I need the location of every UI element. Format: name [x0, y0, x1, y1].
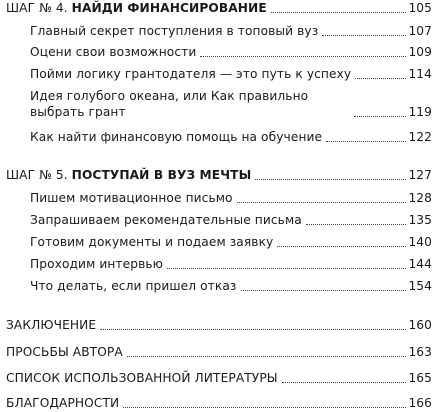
dot-leader — [241, 290, 407, 291]
toc-item-label: Главный секрет поступления в топовый вуз — [30, 24, 319, 38]
toc-item-label: Пойми логику грантодателя — это путь к успеху — [30, 67, 352, 81]
toc-item-label: Идея голубого океана, или Как правильно выбрать грант — [30, 89, 309, 119]
dot-leader — [306, 224, 407, 225]
page-number: 160 — [408, 318, 432, 332]
toc-item[interactable] — [30, 256, 432, 272]
toc-item[interactable] — [30, 278, 432, 294]
page-number: 140 — [408, 235, 432, 249]
section-title: СПИСОК ИСПОЛЬЗОВАННОЙ ЛИТЕРАТУРЫ — [6, 371, 278, 385]
chapter-title — [6, 0, 267, 16]
page-number: 154 — [408, 279, 432, 293]
toc-section-conclusion[interactable] — [6, 317, 432, 333]
section-title: ЗАКЛЮЧЕНИЕ — [6, 318, 97, 332]
chapter-name: ПОСТУПАЙ В ВУЗ МЕЧТЫ — [71, 168, 252, 182]
page-number: 107 — [408, 24, 432, 38]
toc-item-label: Оцени свои возможности — [30, 45, 197, 59]
dot-leader — [355, 78, 406, 79]
page-number: 135 — [408, 213, 432, 227]
chapter-prefix: ШАГ № 4. — [6, 1, 72, 15]
dot-leader — [282, 382, 407, 383]
toc-section-references[interactable] — [6, 370, 432, 386]
toc-item[interactable] — [30, 129, 432, 145]
dot-leader — [277, 246, 406, 247]
page-number: 165 — [408, 371, 432, 385]
toc-item-label: Пишем мотивационное письмо — [30, 191, 233, 205]
page-number: 163 — [408, 345, 432, 359]
dot-leader — [255, 179, 406, 180]
toc-item[interactable] — [30, 234, 432, 250]
dot-leader — [326, 141, 406, 142]
toc-item-label: Как найти финансовую помощь на обучение — [30, 130, 323, 144]
page-number: 144 — [408, 257, 432, 271]
toc-item[interactable] — [30, 44, 432, 60]
dot-leader — [271, 12, 407, 13]
section-title: ПРОСЬБЫ АВТОРА — [6, 345, 123, 359]
toc-item[interactable] — [30, 190, 432, 206]
page-number: 119 — [408, 105, 432, 119]
page-number: 114 — [408, 67, 432, 81]
chapter-prefix: ШАГ № 5. — [6, 168, 72, 182]
page-number: 105 — [408, 1, 432, 15]
dot-leader — [237, 202, 407, 203]
dot-leader — [127, 356, 407, 357]
page-number: 109 — [408, 45, 432, 59]
dot-leader — [100, 329, 406, 330]
toc-chapter-step-5[interactable] — [6, 167, 432, 183]
dot-leader — [200, 56, 406, 57]
dot-leader — [167, 268, 406, 269]
page-number: 122 — [408, 130, 432, 144]
section-title: БЛАГОДАРНОСТИ — [6, 396, 120, 410]
toc-section-acknowledgements[interactable] — [6, 395, 432, 411]
toc-item-label: Что делать, если пришел отказ — [30, 279, 237, 293]
toc-item[interactable] — [30, 23, 432, 39]
page-number: 166 — [408, 396, 432, 410]
toc-item-label: Готовим документы и подаем заявку — [30, 235, 274, 249]
dot-leader — [322, 35, 406, 36]
toc-item[interactable] — [30, 66, 432, 82]
toc-chapter-step-4[interactable] — [6, 0, 432, 16]
page-number: 128 — [408, 191, 432, 205]
chapter-title — [6, 167, 251, 183]
toc-item[interactable] — [30, 212, 432, 228]
toc-item-label: Запрашиваем рекомендательные письма — [30, 213, 302, 227]
chapter-name: НАЙДИ ФИНАНСИРОВАНИЕ — [71, 1, 267, 15]
toc-item[interactable] — [30, 88, 432, 120]
dot-leader — [354, 116, 406, 117]
page-number: 127 — [408, 168, 432, 182]
toc-item-label: Проходим интервью — [30, 257, 163, 271]
dot-leader — [123, 407, 406, 408]
toc-section-author-requests[interactable] — [6, 344, 432, 360]
